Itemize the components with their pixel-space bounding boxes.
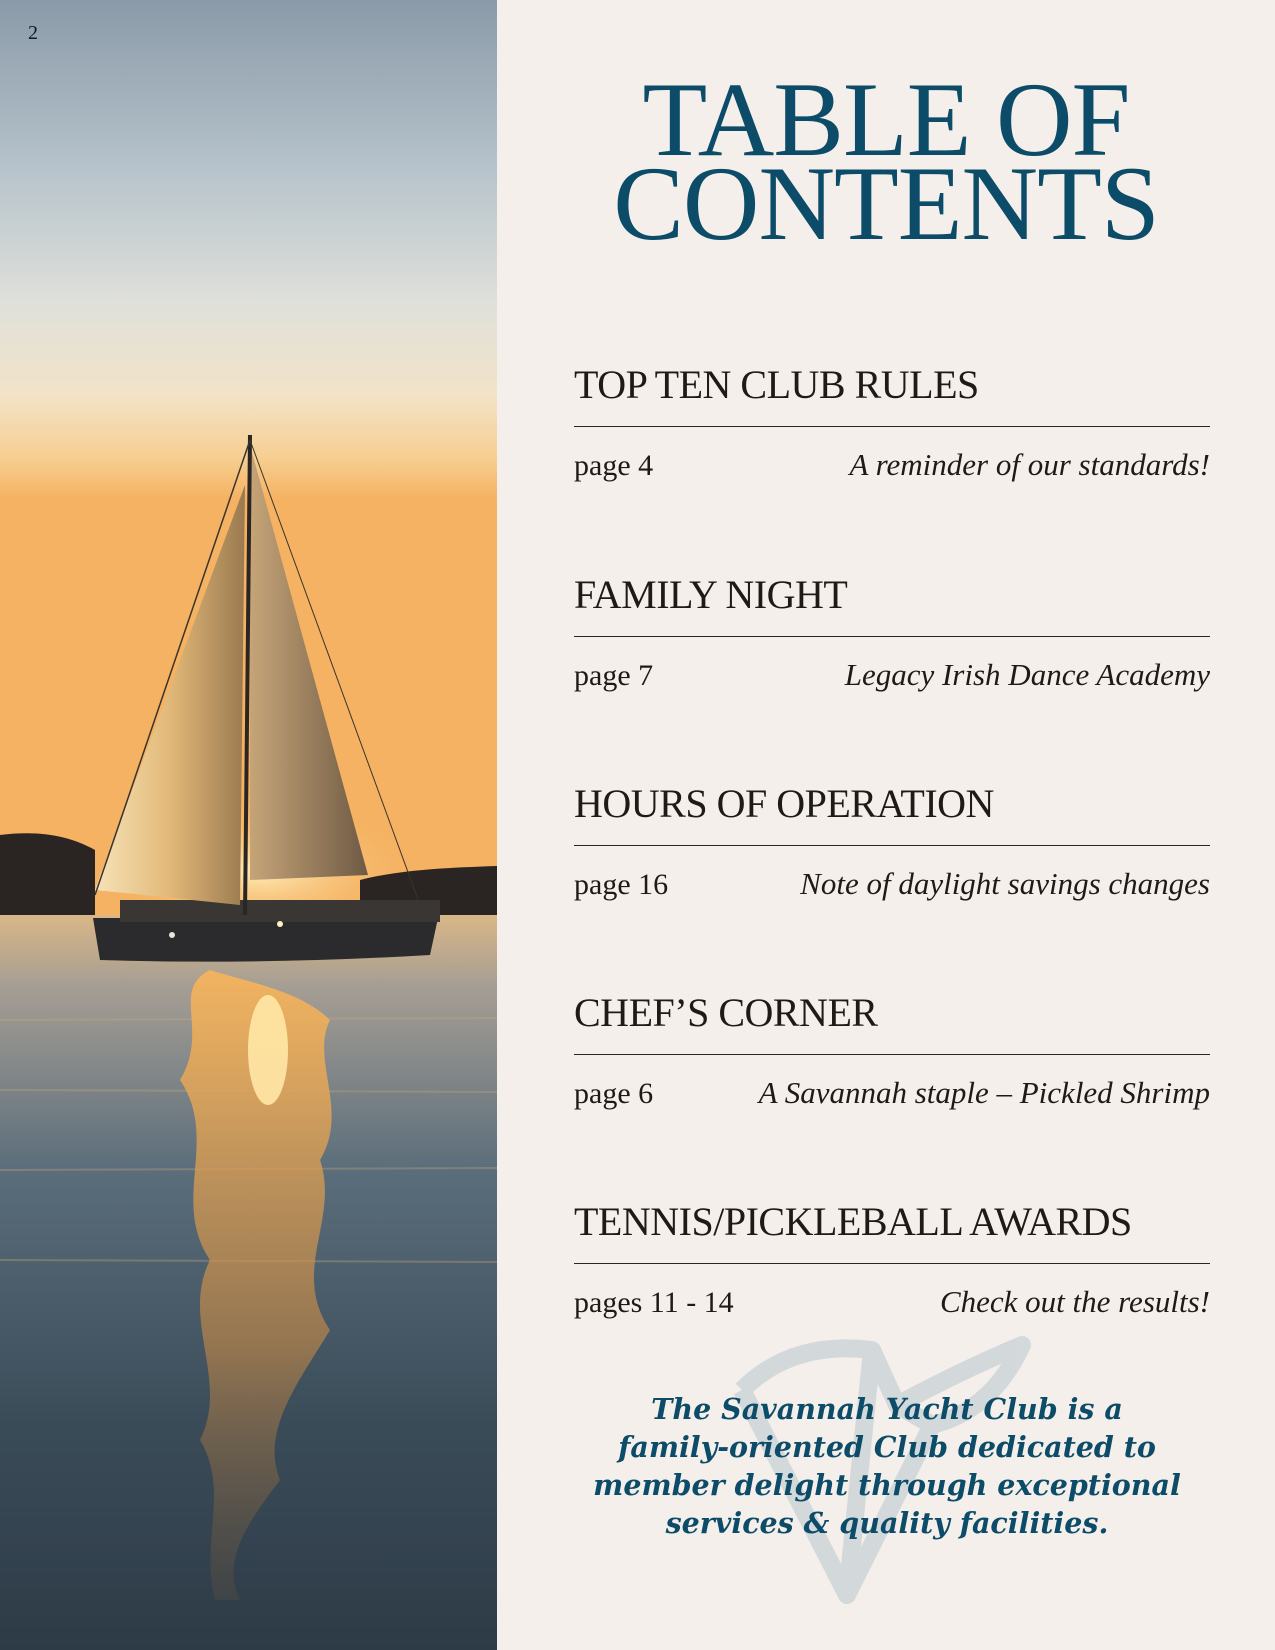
section-divider: [574, 845, 1210, 846]
section-heading: TOP TEN CLUB RULES: [574, 362, 979, 407]
toc-section-chefs-corner[interactable]: [574, 990, 1210, 1111]
mission-line-3: member delight through exceptional: [593, 1468, 1181, 1502]
section-divider: [574, 1263, 1210, 1264]
section-divider: [574, 426, 1210, 427]
section-page: pages 11 - 14: [574, 1286, 734, 1319]
page-number: 2: [28, 22, 38, 44]
toc-section-tennis-awards[interactable]: [574, 1199, 1210, 1320]
section-description: A reminder of our standards!: [849, 447, 1210, 482]
page-title: [497, 61, 1275, 262]
section-divider: [574, 636, 1210, 637]
section-heading: TENNIS/PICKLEBALL AWARDS: [574, 1199, 1132, 1244]
section-row: [574, 1075, 1210, 1111]
title-line-2: CONTENTS: [613, 145, 1159, 262]
title-line-1: TABLE OF: [642, 61, 1130, 178]
table-of-contents-panel: [497, 0, 1275, 1650]
section-page: page 7: [574, 659, 654, 692]
section-page: page 16: [574, 868, 669, 901]
section-row: [574, 1284, 1210, 1320]
section-heading: FAMILY NIGHT: [574, 572, 848, 617]
section-heading: HOURS OF OPERATION: [574, 781, 994, 826]
section-page: page 6: [574, 1077, 654, 1110]
mission-line-1: The Savannah Yacht Club is a: [651, 1392, 1123, 1426]
toc-section-family-night[interactable]: [574, 572, 1210, 693]
mission-line-2: family-oriented Club dedicated to: [618, 1430, 1156, 1464]
mission-line-4: services & quality facilities.: [665, 1506, 1109, 1540]
section-row: [574, 657, 1210, 693]
section-row: [574, 866, 1210, 902]
section-divider: [574, 1054, 1210, 1055]
section-description: Note of daylight savings changes: [800, 866, 1210, 901]
section-page: page 4: [574, 449, 654, 482]
section-row: [574, 447, 1210, 483]
section-description: Legacy Irish Dance Academy: [844, 657, 1210, 692]
mission-statement: [557, 1390, 1217, 1542]
section-heading: CHEF’S CORNER: [574, 990, 878, 1035]
sailboat-sunset-photo: [0, 0, 497, 1650]
section-description: Check out the results!: [939, 1284, 1210, 1319]
section-description: A Savannah staple – Pickled Shrimp: [758, 1075, 1210, 1110]
toc-section-hours[interactable]: [574, 781, 1210, 902]
toc-section-club-rules[interactable]: [574, 362, 1210, 483]
